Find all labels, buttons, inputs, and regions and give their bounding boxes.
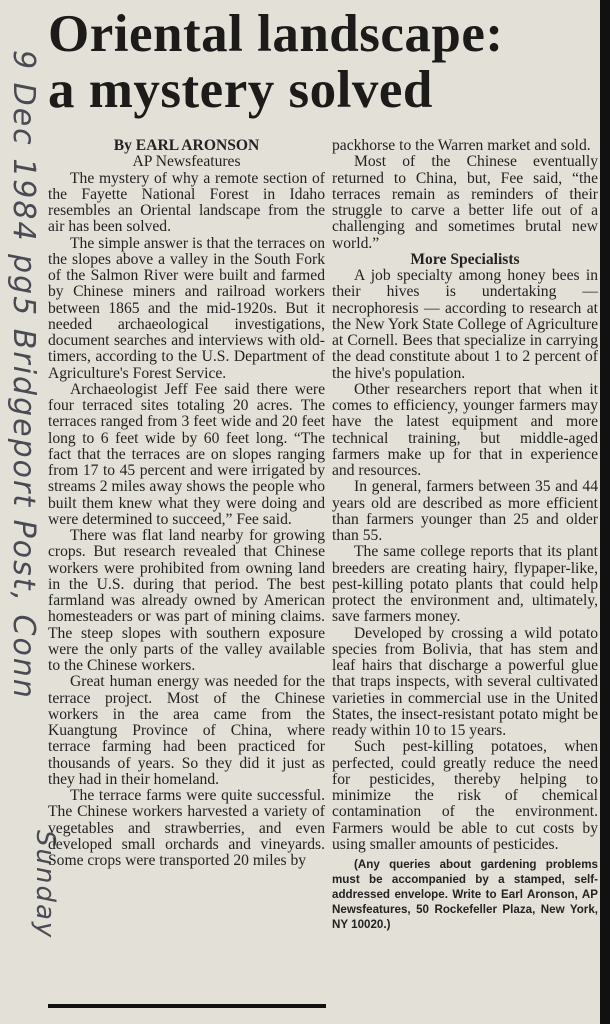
paragraph: Other researchers report that when it comes to efficiency, younger farmers may have the latest equipment and more technical training, but middle-aged farmers make up for that in experience and resources. [332, 380, 598, 479]
byline: By EARL ARONSON [113, 137, 260, 154]
paragraph: Developed by crossing a wild potato species from Bolivia, that has stem and leaf hairs that discharge a powerful glue that traps inspects, with several cultivated varieties in commercial use in the United States, the insect-resistant potato might be ready within 10 to 15 years. [332, 624, 598, 739]
column-rule [48, 1004, 326, 1008]
paragraph: The terrace farms were quite successful. The Chinese workers harvested a variety of vegetables and strawberries, and even developed small orchards and vineyards. Some crops were transported 20 miles by [48, 787, 325, 869]
paragraph: The simple answer is that the terraces on the slopes above a valley in the South Fork of the Salmon River were built and farmed by Chinese miners and railroad workers between 1865 and the mid-1920s. But it needed archaeological investigations, document searches and interviews with old-timers, according to the U.S. Department of Agriculture's Forest Service. [48, 234, 325, 382]
article-column-left [48, 138, 325, 869]
handwritten-annotation-day: Sunday [30, 830, 60, 940]
article-column-right [332, 138, 598, 932]
paragraph: Such pest-killing potatoes, when perfected, could greatly reduce the need for pesticides, thereby helping to minimize the risk of chemical contamination of the environment. Farmers would be able to cut costs by using smaller amounts of pesticides. [332, 738, 598, 853]
paragraph: In general, farmers between 35 and 44 years old are described as more efficient than farmers younger than 25 and older than 55. [332, 478, 598, 544]
agency: AP Newsfeatures [132, 153, 241, 171]
headline-line-2: a mystery solved [48, 61, 433, 119]
paragraph: The same college reports that its plant breeders are creating hairy, flypaper-like, pest-killing potato plants that could help protect the environment and, ultimately, save farmers money. [332, 543, 598, 626]
paragraph: Great human energy was needed for the terrace project. Most of the Chinese workers in the area came from the Kuangtung Province of China, where terrace farming had been practiced for thousands of years. So they did it just as they had in their homeland. [48, 673, 325, 788]
paragraph: Archaeologist Jeff Fee said there were four terraced sites totaling 20 acres. The terraces ranged from 3 feet wide and 20 feet long to 6 feet wide by 60 feet long. “The fact that the terraces are on slopes ranging from 17 to 45 percent and were irrigated by streams 2 miles away shows the people who built them knew what they were doing and were determined to succeed,” Fee said. [48, 380, 325, 528]
headline [48, 6, 608, 118]
paragraph: The mystery of why a remote section of the Fayette National Forest in Idaho resembles an Oriental landscape from the air has been solved. [48, 169, 325, 236]
paragraph: A job specialty among honey bees in their hives is undertaking — necrophoresis — according to research at the New York State College of Agriculture at Cornell. Bees that specialize in carrying the dead constitute about 1 to 2 percent of the hive's population. [332, 267, 598, 382]
reader-note: (Any queries about gardening problems must be accompanied by a stamped, self-addressed envelope. Write to Earl Aronson, AP Newsfeatures, 50 Rockefeller Plaza, New York, NY 10020.) [332, 858, 598, 931]
paragraph: packhorse to the Warren market and sold. [332, 137, 591, 154]
background-edge [600, 0, 610, 1024]
paragraph: There was flat land nearby for growing crops. But research revealed that Chinese workers were prohibited from owning land in the U.S. during that period. The best farmland was already owned by American homesteaders or was part of mining claims. The steep slopes with southern exposure were the only parts of the valley available to the Chinese workers. [48, 527, 325, 674]
subhead: More Specialists [410, 250, 520, 268]
headline-line-1: Oriental landscape: [48, 5, 504, 63]
handwritten-annotation-date-source: 9 Dec 1984 pg5 Bridgeport Post, Conn [6, 50, 41, 700]
paragraph: Most of the Chinese eventually returned to China, but, Fee said, “the terraces remain as reminders of their struggle to carve a better life out of a challenging and sometimes brutal new world.” [332, 153, 598, 252]
